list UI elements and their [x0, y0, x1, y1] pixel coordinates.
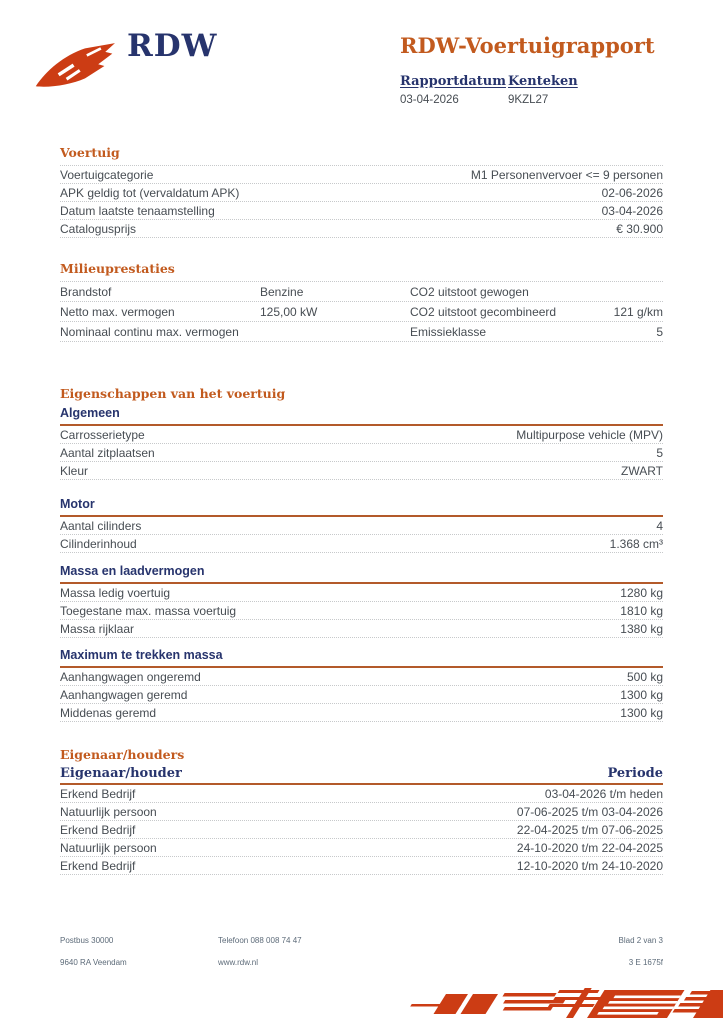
brand-wordmark: RDW	[127, 28, 218, 64]
section-eigenaar-houders	[60, 748, 663, 875]
owner-period: 24-10-2020 t/m 22-04-2025	[516, 840, 663, 855]
row-label: Aanhangwagen ongeremd	[60, 669, 201, 684]
row-label: Aanhangwagen geremd	[60, 687, 188, 702]
row-value: 4	[656, 518, 663, 533]
owner-row	[60, 857, 663, 875]
row-label: Aantal cilinders	[60, 518, 142, 533]
table-row	[60, 166, 663, 184]
table-row	[60, 602, 663, 620]
row-value-right: 121 g/km	[613, 304, 663, 319]
motor-table	[60, 517, 663, 553]
row-label: Catalogusprijs	[60, 221, 137, 236]
row-value: 1300 kg	[620, 705, 663, 720]
table-row	[60, 322, 663, 342]
subsection-massa	[60, 564, 663, 638]
row-value-left: Benzine	[260, 284, 304, 299]
page-footer	[60, 936, 663, 980]
table-row	[60, 184, 663, 202]
section-heading: Eigenschappen van het voertuig	[60, 386, 286, 401]
table-row	[60, 704, 663, 722]
row-value: 1.368 cm³	[609, 536, 663, 551]
table-row	[60, 584, 663, 602]
rdw-logo-icon	[34, 38, 122, 94]
footer-form-code: 3 E 1675f	[628, 958, 663, 967]
row-label: Toegestane max. massa voertuig	[60, 603, 237, 618]
subsection-motor	[60, 497, 663, 553]
row-value: M1 Personenvervoer <= 9 personen	[470, 167, 663, 182]
footer-page-number: Blad 2 van 3	[618, 936, 663, 945]
section-eigenschappen	[60, 387, 663, 722]
column-header-period: Periode	[607, 766, 663, 781]
table-row	[60, 620, 663, 638]
license-plate-value: 9KZL27	[508, 94, 549, 106]
owner-row	[60, 821, 663, 839]
license-plate-label: Kenteken	[508, 74, 578, 89]
row-label-left: Brandstof	[60, 284, 112, 299]
row-label: Carrosserietype	[60, 427, 145, 442]
table-row	[60, 282, 663, 302]
row-label: Datum laatste tenaamstelling	[60, 203, 215, 218]
footer-line-2	[60, 958, 663, 980]
footer-postbus: Postbus 30000	[60, 936, 114, 945]
row-label: Voertuigcategorie	[60, 167, 154, 182]
report-date-label: Rapportdatum	[400, 74, 506, 89]
row-value: 1380 kg	[620, 621, 663, 636]
owner-table	[60, 785, 663, 875]
table-row	[60, 444, 663, 462]
row-value: 5	[656, 445, 663, 460]
section-milieuprestaties	[60, 262, 663, 342]
subsection-heading: Maximum te trekken massa	[60, 648, 663, 668]
owner-period: 07-06-2025 t/m 03-04-2026	[516, 804, 663, 819]
owner-name: Erkend Bedrijf	[60, 858, 136, 873]
row-value: 02-06-2026	[601, 185, 663, 200]
row-value-right: 5	[656, 324, 663, 339]
row-value: 1810 kg	[620, 603, 663, 618]
voertuig-table	[60, 165, 663, 238]
owner-row	[60, 803, 663, 821]
owner-row	[60, 839, 663, 857]
row-label: Kleur	[60, 463, 89, 478]
decorative-speed-stripes-icon	[400, 978, 723, 1024]
report-body	[60, 146, 663, 875]
owner-table-header	[60, 767, 663, 785]
table-row	[60, 686, 663, 704]
milieu-table	[60, 281, 663, 342]
table-row	[60, 220, 663, 238]
table-row	[60, 302, 663, 322]
row-label: Cilinderinhoud	[60, 536, 137, 551]
row-label: APK geldig tot (vervaldatum APK)	[60, 185, 240, 200]
report-date-block	[400, 74, 508, 106]
owner-row	[60, 785, 663, 803]
trekken-massa-table	[60, 668, 663, 722]
owner-period: 03-04-2026 t/m heden	[544, 786, 663, 801]
subsection-heading: Algemeen	[60, 406, 663, 426]
column-header-owner: Eigenaar/houder	[60, 766, 182, 781]
table-row	[60, 535, 663, 553]
owner-period: 22-04-2025 t/m 07-06-2025	[516, 822, 663, 837]
row-value: 1300 kg	[620, 687, 663, 702]
footer-city: 9640 RA Veendam	[60, 958, 127, 967]
owner-name: Natuurlijk persoon	[60, 840, 157, 855]
section-heading: Milieuprestaties	[60, 261, 175, 276]
section-heading: Eigenaar/houders	[60, 747, 185, 762]
row-label-right: CO2 uitstoot gecombineerd	[410, 304, 557, 319]
footer-phone: Telefoon 088 008 74 47	[218, 936, 302, 945]
row-value: 500 kg	[626, 669, 663, 684]
row-label: Massa ledig voertuig	[60, 585, 171, 600]
row-value: ZWART	[621, 463, 663, 478]
report-header	[400, 33, 663, 106]
subsection-trekken-massa	[60, 648, 663, 722]
license-plate-block	[508, 74, 616, 106]
massa-table	[60, 584, 663, 638]
page-title: RDW-Voertuigrapport	[400, 33, 655, 58]
row-value: 03-04-2026	[601, 203, 663, 218]
owner-name: Erkend Bedrijf	[60, 786, 136, 801]
row-label: Aantal zitplaatsen	[60, 445, 155, 460]
table-row	[60, 462, 663, 480]
table-row	[60, 426, 663, 444]
section-voertuig	[60, 146, 663, 238]
row-value: Multipurpose vehicle (MPV)	[516, 427, 663, 442]
subsection-heading: Motor	[60, 497, 663, 517]
row-value: € 30.900	[616, 221, 663, 236]
footer-line-1	[60, 936, 663, 958]
section-heading: Voertuig	[60, 145, 120, 160]
row-label-left: Nominaal continu max. vermogen	[60, 324, 239, 339]
report-meta	[400, 74, 663, 106]
row-value-left: 125,00 kW	[260, 304, 318, 319]
row-label-right: CO2 uitstoot gewogen	[410, 284, 529, 299]
subsection-algemeen	[60, 406, 663, 480]
subsection-heading: Massa en laadvermogen	[60, 564, 663, 584]
table-row	[60, 668, 663, 686]
table-row	[60, 202, 663, 220]
row-value: 1280 kg	[620, 585, 663, 600]
row-label: Middenas geremd	[60, 705, 157, 720]
owner-name: Natuurlijk persoon	[60, 804, 157, 819]
algemeen-table	[60, 426, 663, 480]
row-label-left: Netto max. vermogen	[60, 304, 175, 319]
owner-period: 12-10-2020 t/m 24-10-2020	[516, 858, 663, 873]
owner-name: Erkend Bedrijf	[60, 822, 136, 837]
row-label: Massa rijklaar	[60, 621, 135, 636]
row-label-right: Emissieklasse	[410, 324, 487, 339]
table-row	[60, 517, 663, 535]
report-date-value: 03-04-2026	[400, 94, 459, 106]
footer-website-link[interactable]: www.rdw.nl	[218, 958, 259, 967]
